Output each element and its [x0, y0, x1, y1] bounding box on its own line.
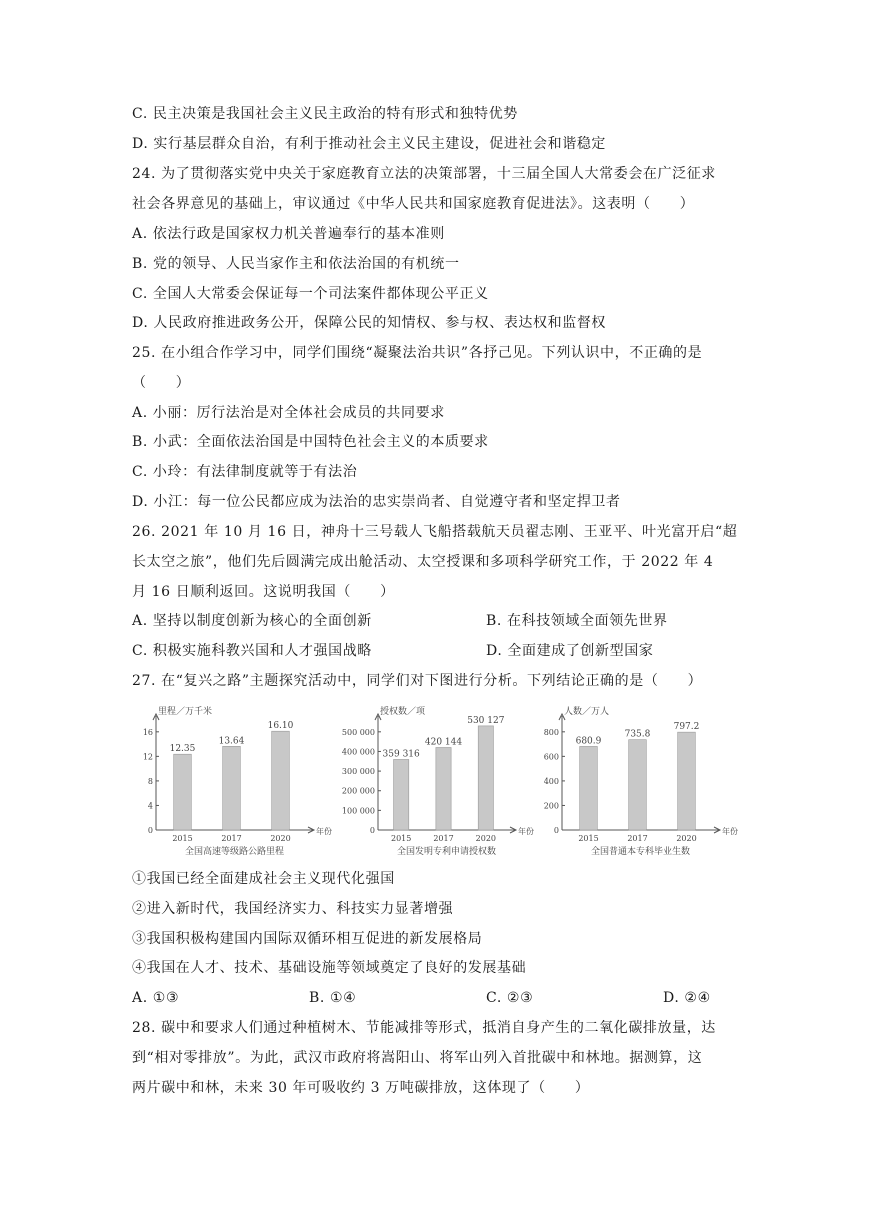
- category-label: 2015: [172, 834, 193, 843]
- bar: [272, 731, 290, 830]
- bar-value-label: 12.35: [169, 744, 196, 755]
- q24-option-c: C. 全国人大常委会保证每一个司法案件都体现公平正义: [132, 286, 489, 302]
- bar-value-label: 16.10: [267, 721, 294, 732]
- q24-stem-line-1: 24. 为了贯彻落实党中央关于家庭教育立法的决策部署，十三届全国人大常委会在广泛征求: [132, 166, 716, 182]
- bar: [478, 726, 493, 830]
- category-label: 2020: [676, 834, 697, 843]
- y-axis-label: 人数／万人: [564, 707, 610, 717]
- q26-option-a: A. 坚持以制度创新为核心的全面创新: [132, 613, 372, 629]
- q25-stem-line-1: 25. 在小组合作学习中，同学们围绕“凝聚法治共识”各抒己见。下列认识中，不正确的是: [132, 345, 703, 361]
- bar-value-label: 530 127: [467, 715, 505, 726]
- q27-item-1: ①我国已经全面建成社会主义现代化强国: [132, 871, 395, 887]
- q24-option-a: A. 依法行政是国家权力机关普遍奉行的基本准则: [132, 226, 445, 242]
- q25-option-d: D. 小江：每一位公民都应成为法治的忠实崇尚者、自觉遵守者和坚定捍卫者: [132, 494, 621, 510]
- y-tick-label: 0: [369, 826, 375, 835]
- q25-option-b: B. 小武：全面依法治国是中国特色社会主义的本质要求: [132, 434, 489, 450]
- bar-value-label: 420 144: [424, 737, 463, 748]
- q27-stem: 27. 在“复兴之路”主题探究活动中，同学们对下图进行分析。下列结论正确的是（ ）: [132, 673, 703, 689]
- y-tick-label: 600: [543, 752, 559, 762]
- q28-stem-line-3: 两片碳中和林，未来 30 年可吸收约 3 万吨碳排放，这体现了（ ）: [132, 1080, 590, 1096]
- q26-option-b: B. 在科技领域全面领先世界: [486, 613, 668, 629]
- category-label: 2020: [475, 834, 497, 843]
- q24-option-b: B. 党的领导、人民当家作主和依法治国的有机统一: [132, 256, 460, 272]
- bar: [436, 747, 451, 830]
- y-tick-label: 200 000: [341, 786, 375, 796]
- bar-value-label: 680.9: [575, 736, 602, 747]
- y-tick-label: 100 000: [341, 806, 375, 816]
- q26-stem-line-2: 长太空之旅”，他们先后圆满完成出舱活动、太空授课和多项科学研究工作，于 2022 年 4: [132, 554, 714, 570]
- y-axis-label: 授权数／项: [380, 707, 426, 717]
- bar: [580, 746, 598, 830]
- bar-value-label: 797.2: [673, 722, 700, 733]
- q27-option-c: C. ②③: [486, 990, 534, 1006]
- chart-svg: [534, 708, 739, 858]
- y-tick-label: 300 000: [341, 767, 375, 777]
- chart-svg: [330, 708, 535, 858]
- x-axis-label: 年份: [316, 827, 332, 836]
- q23-option-c: C. 民主决策是我国社会主义民主政治的特有形式和独特优势: [132, 106, 518, 122]
- q28-stem-line-2: 到“相对零排放”。为此，武汉市政府将嵩阳山、将军山列入首批碳中和林地。据测算，这: [132, 1050, 703, 1066]
- q27-item-4: ④我国在人才、技术、基础设施等领域奠定了良好的发展基础: [132, 960, 527, 976]
- y-tick-label: 800: [543, 727, 559, 737]
- y-tick-label: 4: [147, 801, 153, 811]
- q23-option-d: D. 实行基层群众自治，有利于推动社会主义民主建设，促进社会和谐稳定: [132, 136, 607, 152]
- y-tick-label: 400: [543, 776, 559, 786]
- q24-option-d: D. 人民政府推进政务公开，保障公民的知情权、参与权、表达权和监督权: [132, 315, 607, 331]
- bar-value-label: 359 316: [382, 749, 420, 760]
- bar: [394, 759, 409, 830]
- x-axis-label: 年份: [722, 827, 738, 836]
- y-tick-label: 400 000: [341, 747, 375, 757]
- chart-title: 全国普通本专科毕业生数: [590, 847, 691, 857]
- bar: [629, 740, 647, 830]
- q27-item-2: ②进入新时代，我国经济实力、科技实力显著增强: [132, 901, 454, 917]
- y-tick-label: 200: [543, 801, 559, 811]
- q25-stem-line-2: （ ）: [132, 375, 191, 391]
- bar: [174, 754, 192, 830]
- category-label: 2020: [270, 834, 291, 843]
- q27-item-3: ③我国积极构建国内国际双循环相互促进的新发展格局: [132, 931, 483, 947]
- y-tick-label: 0: [147, 826, 153, 835]
- q28-stem-line-1: 28. 碳中和要求人们通过种植树木、节能减排等形式，抵消自身产生的二氧化碳排放量，达: [132, 1020, 716, 1036]
- chart-graduates: [534, 708, 739, 858]
- bar-value-label: 13.64: [218, 736, 245, 747]
- q27-option-a: A. ①③: [132, 990, 180, 1006]
- chart-highway-mileage: [128, 708, 333, 858]
- chart-patent-grants: [330, 708, 535, 858]
- q26-stem-line-1: 26. 2021 年 10 月 16 日，神舟十三号载人飞船搭载航天员翟志刚、王亚平、叶光富开启“超: [132, 524, 738, 540]
- category-label: 2015: [390, 834, 412, 843]
- q25-option-c: C. 小玲：有法律制度就等于有法治: [132, 464, 358, 480]
- y-tick-label: 0: [553, 826, 559, 835]
- q27-option-b: B. ①④: [309, 990, 357, 1006]
- category-label: 2017: [221, 834, 242, 843]
- x-axis-label: 年份: [518, 827, 534, 836]
- q27-option-d: D. ②④: [663, 990, 711, 1006]
- chart-title: 全国高速等级路公路里程: [184, 847, 285, 857]
- q26-option-c: C. 积极实施科教兴国和人才强国战略: [132, 643, 372, 659]
- chart-title: 全国发明专利申请授权数: [396, 847, 497, 857]
- y-axis-label: 里程／万千米: [158, 707, 213, 717]
- bar: [678, 732, 696, 830]
- y-tick-label: 16: [142, 727, 153, 737]
- y-tick-label: 12: [142, 752, 153, 762]
- q26-option-d: D. 全面建成了创新型国家: [486, 643, 654, 659]
- category-label: 2015: [578, 834, 599, 843]
- q24-stem-line-2: 社会各界意见的基础上，审议通过《中华人民共和国家庭教育促进法》。这表明（ ）: [132, 196, 695, 212]
- category-label: 2017: [627, 834, 648, 843]
- bar-value-label: 735.8: [624, 729, 651, 740]
- y-tick-label: 500 000: [341, 727, 375, 737]
- q25-option-a: A. 小丽：厉行法治是对全体社会成员的共同要求: [132, 405, 445, 421]
- y-tick-label: 8: [147, 776, 153, 786]
- chart-svg: [128, 708, 333, 858]
- bar: [223, 746, 241, 830]
- category-label: 2017: [433, 834, 454, 843]
- q26-stem-line-3: 月 16 日顺利返回。这说明我国（ ）: [132, 584, 395, 600]
